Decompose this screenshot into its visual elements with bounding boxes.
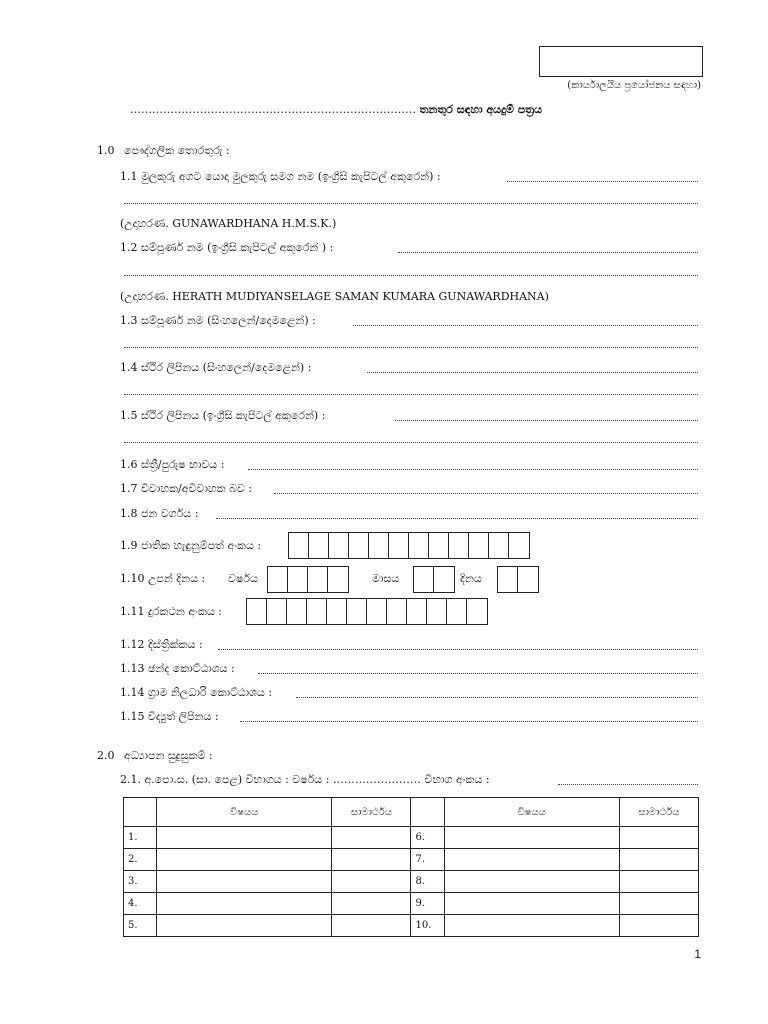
subject-cell[interactable] [157,915,332,937]
office-use-label: (කාර්යාලයීය ප්‍රයෝජනය සඳහා) [567,80,701,91]
full-name-si-line-2[interactable] [124,347,698,348]
subject-cell[interactable] [444,849,619,871]
col-number-2 [411,798,444,827]
grade-cell[interactable] [619,827,698,849]
grade-cell[interactable] [332,827,411,849]
electorate-line[interactable] [258,673,698,674]
address-en-line[interactable] [395,420,698,421]
field-label-address-si: 1.4 ස්ථිර ලිපිනය (සිංහලෙන්/දෙමළෙන්) : [120,361,312,374]
ol-index-line[interactable] [558,784,698,785]
field-label-address-en: 1.5 ස්ථිර ලිපිනය (ඉංග්‍රීසි කැපිටල් අකුරෙන්) : [120,409,326,422]
row-number: 8. [411,871,444,893]
row-number: 2. [124,849,157,871]
address-si-line[interactable] [367,372,698,373]
row-number: 3. [124,871,157,893]
marital-line[interactable] [274,493,698,494]
field-label-dob: 1.10 උපන් දිනය : [120,572,206,585]
grade-cell[interactable] [332,915,411,937]
field-label-phone: 1.11 දුරකථන අංකය : [120,605,222,618]
grade-cell[interactable] [332,849,411,871]
subject-cell[interactable] [444,827,619,849]
table-header-row [124,798,699,827]
col-subject-2: විෂයය [444,798,619,827]
full-name-si-line[interactable] [353,325,698,326]
page-number: 1 [694,947,701,961]
row-number: 5. [124,915,157,937]
row-number: 4. [124,893,157,915]
section2-title: අධ්‍යාපන සුදුසුකම් : [124,749,213,762]
table-row [124,915,699,937]
subject-cell[interactable] [157,827,332,849]
dob-year-boxes[interactable] [267,566,349,593]
dob-year-label: වර්ෂය [228,572,258,585]
address-en-line-2[interactable] [124,442,698,443]
field-label-district: 1.12 දිස්ත්‍රික්කය : [120,638,203,651]
initials-name-line-2[interactable] [124,203,698,204]
grade-cell[interactable] [332,871,411,893]
full-name-en-line-2[interactable] [124,275,698,276]
row-number: 7. [411,849,444,871]
email-line[interactable] [240,721,698,722]
ol-exam-line [120,773,490,787]
field-label-nic: 1.9 ජාතික හැඳුනුම්පත් අංකය : [120,539,262,552]
grade-cell[interactable] [619,893,698,915]
field-label-gn-division: 1.14 ග්‍රාම නිලධාරි කොට්ඨාශය : [120,686,273,699]
field-label-full-name-si: 1.3 සම්පූර්ණ නම (සිංහලෙන්/දෙමළෙන්) : [120,314,316,327]
row-number: 9. [411,893,444,915]
row-number: 1. [124,827,157,849]
field-label-full-name-en: 1.2 සම්පූර්ණ නම (ඉංග්‍රීසි කැපිටල් අකුරෙන් ) : [120,241,334,254]
field-label-marital: 1.7 විවාහක/අවිවාහක බව : [120,482,252,495]
example-full-name: (උදාහරණ. HERATH MUDIYANSELAGE SAMAN KUMARA GUNAWARDHANA) [120,290,549,303]
dob-day-boxes[interactable] [497,566,539,593]
ol-year-dots[interactable]: …………………… [332,773,421,786]
title-dots: …………………………………………………………………… [130,103,416,116]
field-label-email: 1.15 විද්‍යුත් ලිපිනය : [120,710,219,723]
address-si-line-2[interactable] [124,394,698,395]
dob-month-label: මාසය [372,572,400,585]
phone-boxes[interactable] [246,598,488,625]
grade-cell[interactable] [619,849,698,871]
ol-index-label: විභාග අංකය : [424,773,490,786]
subject-cell[interactable] [444,893,619,915]
subject-cell[interactable] [157,871,332,893]
table-row [124,827,699,849]
nic-boxes[interactable] [288,532,530,559]
table-row [124,849,699,871]
col-grade: සාමාර්ථය [332,798,411,827]
subject-cell[interactable] [444,871,619,893]
row-number: 6. [411,827,444,849]
table-row [124,893,699,915]
ethnicity-line[interactable] [216,518,698,519]
col-subject: විෂයය [157,798,332,827]
dob-day-label: දිනය [460,572,482,585]
subject-cell[interactable] [444,915,619,937]
row-number: 10. [411,915,444,937]
dob-month-boxes[interactable] [413,566,455,593]
grade-cell[interactable] [619,871,698,893]
section1-title: පෞද්ගලික තොරතුරු : [124,144,230,157]
gender-line[interactable] [248,469,698,470]
field-label-gender: 1.6 ස්ත්‍රී/පුරුෂ භාවය : [120,458,225,471]
district-line[interactable] [218,649,698,650]
table-row [124,871,699,893]
full-name-en-line[interactable] [398,252,698,253]
section2-number: 2.0 [97,749,115,762]
subject-cell[interactable] [157,893,332,915]
initials-name-line[interactable] [507,181,698,182]
ol-results-table [123,797,699,937]
col-grade-2: සාමාර්ථය [619,798,698,827]
office-use-box[interactable] [539,46,703,77]
field-label-initials-name: 1.1 මුලකුරු අගට යොදා මුලකුරු සමග නම (ඉංග්‍රීසි කැපිටල් අකුරෙන්) : [120,170,441,183]
grade-cell[interactable] [619,915,698,937]
example-initials: (උදාහරණ. GUNAWARDHANA H.M.S.K.) [120,217,337,230]
form-title: තනතුර සඳහා අයදුම් පත්‍රය [419,103,542,116]
field-label-ethnicity: 1.8 ජන වර්ගය : [120,507,199,520]
gn-division-line[interactable] [296,697,698,698]
section1-number: 1.0 [97,144,115,157]
ol-exam-label: 2.1. අ.පො.ස. (සා. පෙළ) විභාගය : වර්ෂය : [120,773,330,786]
subject-cell[interactable] [157,849,332,871]
grade-cell[interactable] [332,893,411,915]
col-number [124,798,157,827]
field-label-electorate: 1.13 ඡන්ද කොට්ඨාශය : [120,662,235,675]
form-title-row [130,103,542,117]
